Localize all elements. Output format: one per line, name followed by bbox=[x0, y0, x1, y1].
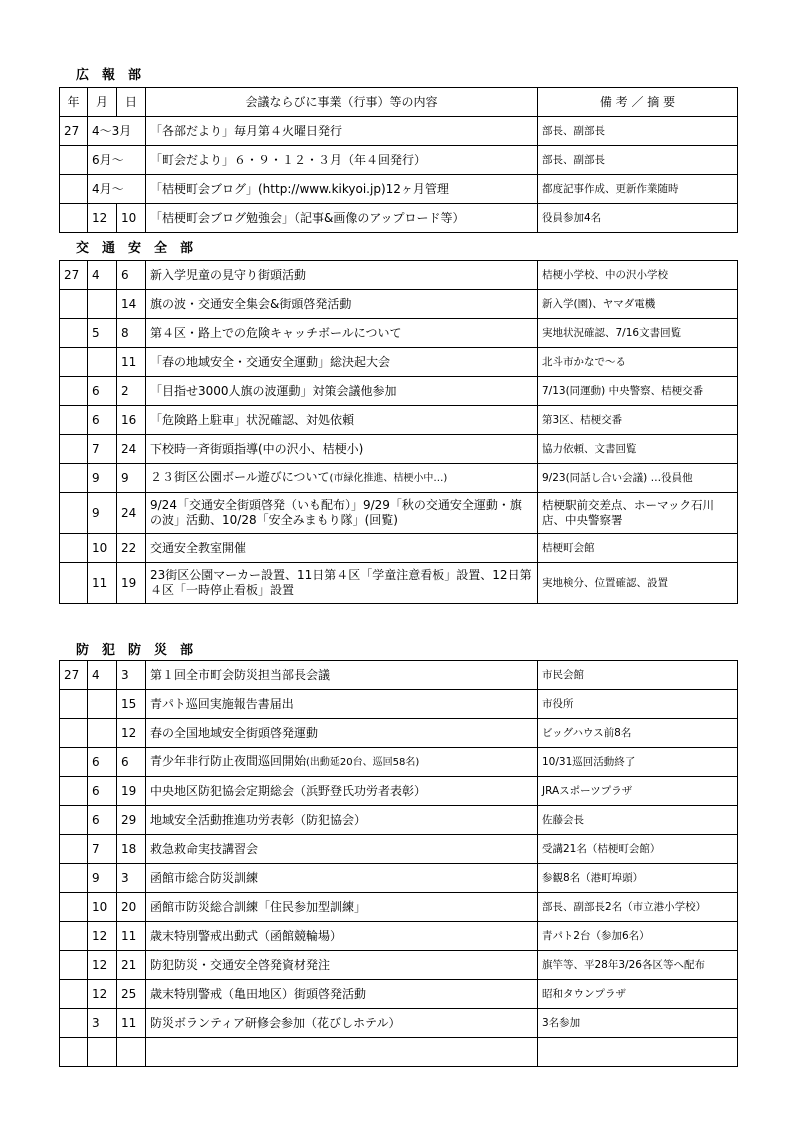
section-title-kotsu: 交 通 安 全 部 bbox=[76, 241, 194, 256]
cell-note bbox=[538, 1038, 738, 1067]
table-koho bbox=[59, 87, 738, 233]
cell-year bbox=[60, 377, 88, 406]
cell-day: 15 bbox=[117, 690, 146, 719]
cell-content: 「春の地域安全・交通安全運動」総決起大会 bbox=[146, 348, 538, 377]
cell-month: 9 bbox=[88, 464, 117, 493]
cell-note: 3名参加 bbox=[538, 1009, 738, 1038]
cell-month: 11 bbox=[88, 563, 117, 604]
header-note: 備 考 ／ 摘 要 bbox=[538, 88, 738, 117]
cell-note: 青パト2台（参加6名） bbox=[538, 922, 738, 951]
table-row bbox=[60, 261, 738, 290]
cell-content: 青パト巡回実施報告書届出 bbox=[146, 690, 538, 719]
table-row bbox=[60, 204, 738, 233]
cell-note: 都度記事作成、更新作業随時 bbox=[538, 175, 738, 204]
cell-note: 役員参加4名 bbox=[538, 204, 738, 233]
cell-month: 10 bbox=[88, 893, 117, 922]
cell-content: 交通安全教室開催 bbox=[146, 534, 538, 563]
cell-day: 24 bbox=[117, 435, 146, 464]
cell-content: 春の全国地域安全街頭啓発運動 bbox=[146, 719, 538, 748]
cell-year bbox=[60, 690, 88, 719]
cell-month: 6 bbox=[88, 748, 117, 777]
cell-year bbox=[60, 1009, 88, 1038]
header-content: 会議ならびに事業（行事）等の内容 bbox=[146, 88, 538, 117]
cell-month bbox=[88, 290, 117, 319]
table-row bbox=[60, 464, 738, 493]
table-row bbox=[60, 146, 738, 175]
cell-year bbox=[60, 348, 88, 377]
cell-year bbox=[60, 719, 88, 748]
cell-year bbox=[60, 922, 88, 951]
cell-day: 11 bbox=[117, 348, 146, 377]
cell-year: 27 bbox=[60, 117, 88, 146]
cell-note: 部長、副部長 bbox=[538, 117, 738, 146]
table-row bbox=[60, 951, 738, 980]
cell-day: 25 bbox=[117, 980, 146, 1009]
table-row bbox=[60, 175, 738, 204]
cell-note: 市役所 bbox=[538, 690, 738, 719]
section-title-koho: 広 報 部 bbox=[76, 68, 142, 83]
cell-note: 北斗市かなで～る bbox=[538, 348, 738, 377]
cell-year bbox=[60, 204, 88, 233]
cell-note: 市民会館 bbox=[538, 661, 738, 690]
cell-month: 6 bbox=[88, 406, 117, 435]
cell-content bbox=[146, 1038, 538, 1067]
cell-content: 「町会だより」６・９・１２・３月（年４回発行） bbox=[146, 146, 538, 175]
cell-content: 第１回全市町会防災担当部長会議 bbox=[146, 661, 538, 690]
cell-day bbox=[117, 1038, 146, 1067]
table-row bbox=[60, 980, 738, 1009]
cell-month: 4月～ bbox=[88, 175, 146, 204]
cell-note: 実地検分、位置確認、設置 bbox=[538, 563, 738, 604]
cell-month: 6 bbox=[88, 777, 117, 806]
cell-note: 部長、副部長 bbox=[538, 146, 738, 175]
table-row bbox=[60, 806, 738, 835]
cell-month: 7 bbox=[88, 435, 117, 464]
header-year: 年 bbox=[60, 88, 88, 117]
table-row bbox=[60, 493, 738, 534]
table-header-row bbox=[60, 88, 738, 117]
cell-content: 歳末特別警戒出動式（函館競輪場） bbox=[146, 922, 538, 951]
cell-month: 12 bbox=[88, 980, 117, 1009]
content-small: (市緑化推進、桔梗小中…) bbox=[329, 473, 448, 484]
cell-note: 協力依頼、文書回覧 bbox=[538, 435, 738, 464]
cell-year bbox=[60, 319, 88, 348]
cell-note: 9/23(同話し合い会議) …役員他 bbox=[538, 464, 738, 493]
cell-content: 旗の波・交通安全集会&街頭啓発活動 bbox=[146, 290, 538, 319]
cell-note: 桔梗町会館 bbox=[538, 534, 738, 563]
cell-month: 4 bbox=[88, 261, 117, 290]
header-month: 月 bbox=[88, 88, 117, 117]
cell-content bbox=[146, 748, 538, 777]
section-title-bohan: 防 犯 防 災 部 bbox=[76, 643, 194, 658]
cell-year bbox=[60, 435, 88, 464]
cell-day: 11 bbox=[117, 922, 146, 951]
content-main: 青少年非行防止夜間巡回開始 bbox=[150, 754, 307, 768]
table-row bbox=[60, 922, 738, 951]
cell-note: 7/13(同運動) 中央警察、桔梗交番 bbox=[538, 377, 738, 406]
cell-day: 6 bbox=[117, 748, 146, 777]
cell-note: 部長、副部長2名（市立港小学校） bbox=[538, 893, 738, 922]
cell-month bbox=[88, 1038, 117, 1067]
table-row bbox=[60, 777, 738, 806]
cell-year bbox=[60, 146, 88, 175]
cell-day: 2 bbox=[117, 377, 146, 406]
cell-month: 7 bbox=[88, 835, 117, 864]
cell-content: 9/24「交通安全街頭啓発（いも配布）」9/29「秋の交通安全運動・旗の波」活動、10/28「安全みまもり隊」(回覧) bbox=[146, 493, 538, 534]
cell-content: 歳末特別警戒（亀田地区）街頭啓発活動 bbox=[146, 980, 538, 1009]
table-row bbox=[60, 690, 738, 719]
table-row bbox=[60, 377, 738, 406]
cell-year bbox=[60, 777, 88, 806]
cell-month bbox=[88, 719, 117, 748]
cell-content: 23街区公園マーカー設置、11日第４区「学童注意看板」設置、12日第４区「一時停止看板」設置 bbox=[146, 563, 538, 604]
cell-month: 9 bbox=[88, 864, 117, 893]
cell-note: 第3区、桔梗交番 bbox=[538, 406, 738, 435]
cell-day: 24 bbox=[117, 493, 146, 534]
cell-content: 函館市防災総合訓練「住民参加型訓練」 bbox=[146, 893, 538, 922]
cell-year bbox=[60, 563, 88, 604]
cell-month: 4 bbox=[88, 661, 117, 690]
cell-content: 地域安全活動推進功労表彰（防犯協会） bbox=[146, 806, 538, 835]
cell-day: 10 bbox=[117, 204, 146, 233]
table-kotsu bbox=[59, 260, 738, 604]
table-row bbox=[60, 319, 738, 348]
cell-content: 新入学児童の見守り街頭活動 bbox=[146, 261, 538, 290]
cell-year bbox=[60, 893, 88, 922]
cell-year bbox=[60, 980, 88, 1009]
cell-day: 29 bbox=[117, 806, 146, 835]
header-day: 日 bbox=[117, 88, 146, 117]
table-row bbox=[60, 1038, 738, 1067]
cell-day: 18 bbox=[117, 835, 146, 864]
cell-year bbox=[60, 951, 88, 980]
table-row bbox=[60, 348, 738, 377]
cell-month: 3 bbox=[88, 1009, 117, 1038]
table-row bbox=[60, 864, 738, 893]
content-small: (出動延20台、巡回58名) bbox=[306, 757, 420, 768]
table-row bbox=[60, 661, 738, 690]
cell-year bbox=[60, 175, 88, 204]
cell-day: 3 bbox=[117, 661, 146, 690]
cell-month: 12 bbox=[88, 922, 117, 951]
table-row bbox=[60, 748, 738, 777]
table-row bbox=[60, 534, 738, 563]
cell-month: 12 bbox=[88, 951, 117, 980]
cell-month bbox=[88, 348, 117, 377]
cell-day: 19 bbox=[117, 777, 146, 806]
cell-day: 3 bbox=[117, 864, 146, 893]
cell-year bbox=[60, 493, 88, 534]
cell-content: 「目指せ3000人旗の波運動」対策会議他参加 bbox=[146, 377, 538, 406]
cell-day: 6 bbox=[117, 261, 146, 290]
cell-year bbox=[60, 835, 88, 864]
cell-content: 救急救命実技講習会 bbox=[146, 835, 538, 864]
cell-month: 6 bbox=[88, 377, 117, 406]
cell-day: 19 bbox=[117, 563, 146, 604]
table-row bbox=[60, 835, 738, 864]
cell-content: 「桔梗町会ブログ勉強会」（記事&画像のアップロード等） bbox=[146, 204, 538, 233]
cell-month bbox=[88, 690, 117, 719]
cell-day: 11 bbox=[117, 1009, 146, 1038]
cell-content: 中央地区防犯協会定期総会（浜野登氏功労者表彰） bbox=[146, 777, 538, 806]
cell-month: 6 bbox=[88, 806, 117, 835]
cell-month: 6月～ bbox=[88, 146, 146, 175]
cell-content: 「危険路上駐車」状況確認、対処依頼 bbox=[146, 406, 538, 435]
cell-content: 防犯防災・交通安全啓発資材発注 bbox=[146, 951, 538, 980]
cell-day: 12 bbox=[117, 719, 146, 748]
table-row bbox=[60, 563, 738, 604]
cell-note: JRAスポーツプラザ bbox=[538, 777, 738, 806]
cell-day: 21 bbox=[117, 951, 146, 980]
cell-content: 「各部だより」毎月第４火曜日発行 bbox=[146, 117, 538, 146]
table-bohan bbox=[59, 660, 738, 1067]
cell-month: 10 bbox=[88, 534, 117, 563]
cell-day: 22 bbox=[117, 534, 146, 563]
cell-note: 桔梗駅前交差点、ホーマック石川店、中央警察署 bbox=[538, 493, 738, 534]
table-row bbox=[60, 893, 738, 922]
cell-year bbox=[60, 748, 88, 777]
cell-note: 佐藤会長 bbox=[538, 806, 738, 835]
cell-year bbox=[60, 464, 88, 493]
cell-month: 5 bbox=[88, 319, 117, 348]
cell-year bbox=[60, 290, 88, 319]
table-row bbox=[60, 406, 738, 435]
cell-month: 4～3月 bbox=[88, 117, 146, 146]
cell-day: 8 bbox=[117, 319, 146, 348]
cell-day: 20 bbox=[117, 893, 146, 922]
cell-note: 実地状況確認、7/16文書回覧 bbox=[538, 319, 738, 348]
cell-year bbox=[60, 406, 88, 435]
cell-month: 9 bbox=[88, 493, 117, 534]
cell-content: 函館市総合防災訓練 bbox=[146, 864, 538, 893]
table-row bbox=[60, 719, 738, 748]
table-row bbox=[60, 290, 738, 319]
cell-year: 27 bbox=[60, 261, 88, 290]
content-main: ２３街区公園ボール遊びについて bbox=[150, 470, 330, 484]
cell-content bbox=[146, 464, 538, 493]
cell-note: 10/31巡回活動終了 bbox=[538, 748, 738, 777]
cell-note: 昭和タウンプラザ bbox=[538, 980, 738, 1009]
cell-year bbox=[60, 1038, 88, 1067]
cell-note: 参観8名（港町埠頭） bbox=[538, 864, 738, 893]
cell-month: 12 bbox=[88, 204, 117, 233]
cell-note: 桔梗小学校、中の沢小学校 bbox=[538, 261, 738, 290]
cell-year bbox=[60, 864, 88, 893]
cell-year bbox=[60, 534, 88, 563]
table-row bbox=[60, 435, 738, 464]
cell-year: 27 bbox=[60, 661, 88, 690]
cell-content: 下校時一斉街頭指導(中の沢小、桔梗小) bbox=[146, 435, 538, 464]
cell-day: 14 bbox=[117, 290, 146, 319]
cell-note: ビッグハウス前8名 bbox=[538, 719, 738, 748]
cell-note: 新入学(園)、ヤマダ電機 bbox=[538, 290, 738, 319]
table-row bbox=[60, 117, 738, 146]
cell-note: 受講21名（桔梗町会館） bbox=[538, 835, 738, 864]
cell-content: 第４区・路上での危険キャッチボールについて bbox=[146, 319, 538, 348]
cell-year bbox=[60, 806, 88, 835]
table-row bbox=[60, 1009, 738, 1038]
cell-day: 9 bbox=[117, 464, 146, 493]
cell-content: 防災ボランティア研修会参加（花びしホテル） bbox=[146, 1009, 538, 1038]
cell-content: 「桔梗町会ブログ」(http://www.kikyoi.jp)12ヶ月管理 bbox=[146, 175, 538, 204]
cell-note: 旗竿等、平28年3/26各区等へ配布 bbox=[538, 951, 738, 980]
cell-day: 16 bbox=[117, 406, 146, 435]
